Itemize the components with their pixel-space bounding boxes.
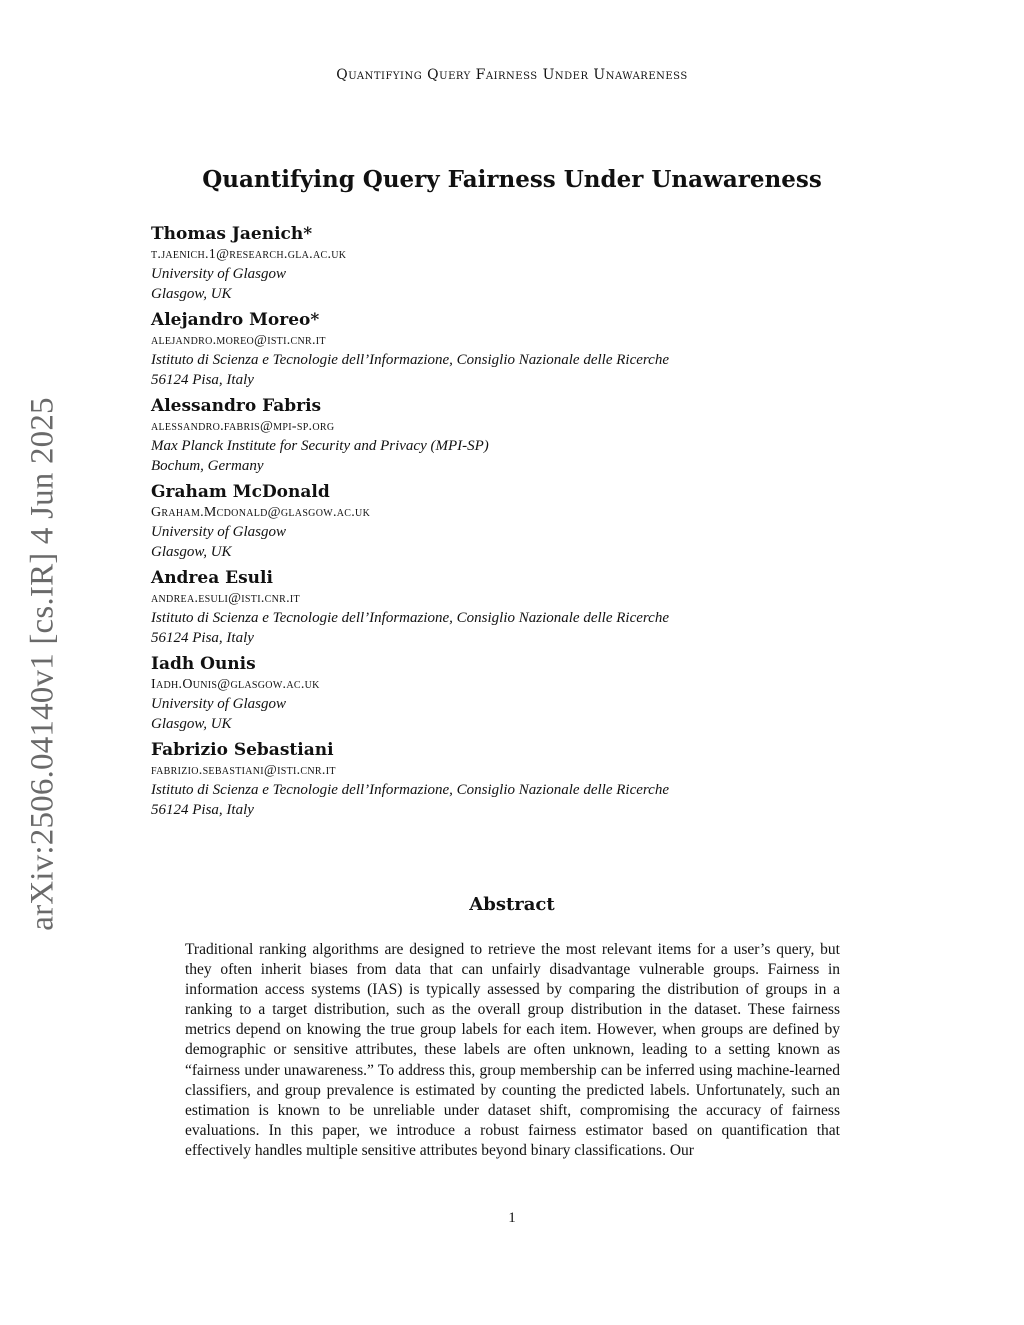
author-name: Alessandro Fabris [151,396,322,416]
author-location: Glasgow, UK [151,286,232,302]
author-block [151,309,851,390]
author-block [151,653,851,734]
author-name: Graham McDonald [151,482,330,502]
arxiv-identifier: arXiv:2506.04140v1 [cs.IR] 4 Jun 2025 [24,397,61,931]
author-email: Iadh.Ounis@glasgow.ac.uk [151,677,320,692]
author-email: alessandro.fabris@mpi-sp.org [151,419,335,434]
author-affiliation: University of Glasgow [151,266,286,282]
author-affiliation: University of Glasgow [151,524,286,540]
author-block [151,223,851,304]
author-affiliation: Istituto di Scienza e Tecnologie dell’Informazione, Consiglio Nazionale delle Ricerche [151,352,669,368]
author-location: Glasgow, UK [151,544,232,560]
author-affiliation: Istituto di Scienza e Tecnologie dell’Informazione, Consiglio Nazionale delle Ricerche [151,610,669,626]
abstract-heading: Abstract [469,894,555,915]
author-location: Bochum, Germany [151,458,264,474]
abstract-body: Traditional ranking algorithms are designed to retrieve the most relevant items for a user’s query, but they often inherit biases from data that can unfairly disadvantage vulnerable groups. Fairness in information access systems (IAS) is typically assessed by comparing the distribution of groups in a ranking to a target distribution, such as the overall group distribution in the dataset. These fairness metrics depend on knowing the true group labels for each item. However, when groups are defined by demographic or sensitive attributes, these labels are often unknown, leading to a setting known as “fairness under unawareness.” To address this, group membership can be inferred using machine-learned classifiers, and group prevalence is estimated by counting the predicted labels. Unfortunately, such an estimation is known to be unreliable under dataset shift, compromising the accuracy of fairness evaluations. In this paper, we introduce a robust fairness estimator based on quantification that effectively handles multiple sensitive attributes beyond binary classifications. Our [185,941,840,1159]
author-affiliation: Max Planck Institute for Security and Privacy (MPI-SP) [151,438,489,454]
author-name: Alejandro Moreo* [151,310,320,330]
author-name: Andrea Esuli [151,568,273,588]
author-affiliation: Istituto di Scienza e Tecnologie dell’Informazione, Consiglio Nazionale delle Ricerche [151,782,669,798]
author-name: Fabrizio Sebastiani [151,740,334,760]
author-location: 56124 Pisa, Italy [151,630,254,646]
author-block [151,567,851,648]
paper-title: Quantifying Query Fairness Under Unawareness [202,166,822,193]
author-location: 56124 Pisa, Italy [151,802,254,818]
author-email: fabrizio.sebastiani@isti.cnr.it [151,763,336,778]
author-block [151,481,851,562]
page-number: 1 [508,1210,516,1226]
author-location: 56124 Pisa, Italy [151,372,254,388]
author-location: Glasgow, UK [151,716,232,732]
author-name: Iadh Ounis [151,654,256,674]
author-email: andrea.esuli@isti.cnr.it [151,591,300,606]
author-name: Thomas Jaenich* [151,224,313,244]
author-block [151,739,851,820]
author-block [151,395,851,476]
author-email: Graham.Mcdonald@glasgow.ac.uk [151,505,371,520]
author-affiliation: University of Glasgow [151,696,286,712]
running-header: Quantifying Query Fairness Under Unawareness [336,67,688,83]
author-list [151,223,851,825]
author-email: alejandro.moreo@isti.cnr.it [151,333,326,348]
author-email: t.jaenich.1@research.gla.ac.uk [151,247,347,262]
